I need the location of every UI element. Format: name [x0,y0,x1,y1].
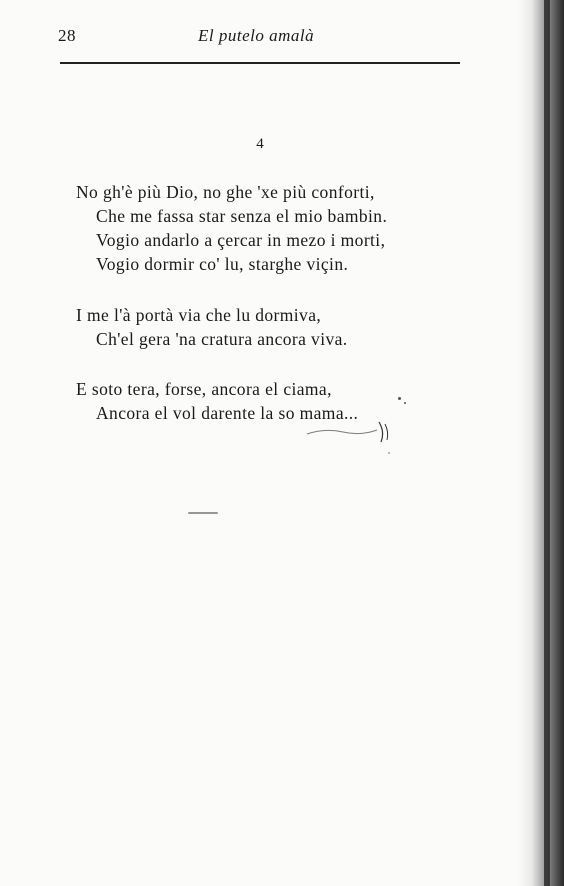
pencil-mark [305,418,395,444]
page-number: 28 [58,26,76,45]
running-title: El putelo amalà [198,26,315,45]
page-edge [544,0,550,886]
page-header [58,26,460,50]
verse-line: Ch'el gera 'na cratura ancora viva. [96,329,348,349]
stanza-3 [76,377,456,425]
verse-line: E soto tera, forse, ancora el ciama, [76,379,332,399]
verse-line: No gh'è più Dio, no ghe 'xe più conforti, [76,182,375,202]
scan-speck [398,397,401,400]
scan-speck [388,452,390,454]
scan-speck [188,512,218,514]
header-rule [60,62,460,64]
verse-line: Ancora el vol darente la so mama... [96,403,359,423]
page-gutter-shadow [518,0,564,886]
poem-number: 4 [256,136,264,152]
verse-line: Vogio andarlo a çercar in mezo i morti, [96,230,386,250]
stanza-2 [76,303,456,351]
scan-speck [404,402,406,404]
verse-line: Che me fassa star senza el mio bambin. [96,206,388,226]
verse-line: I me l'à portà via che lu dormiva, [76,305,322,325]
stanza-1 [76,180,456,276]
verse-line: Vogio dormir co' lu, starghe viçin. [96,254,349,274]
